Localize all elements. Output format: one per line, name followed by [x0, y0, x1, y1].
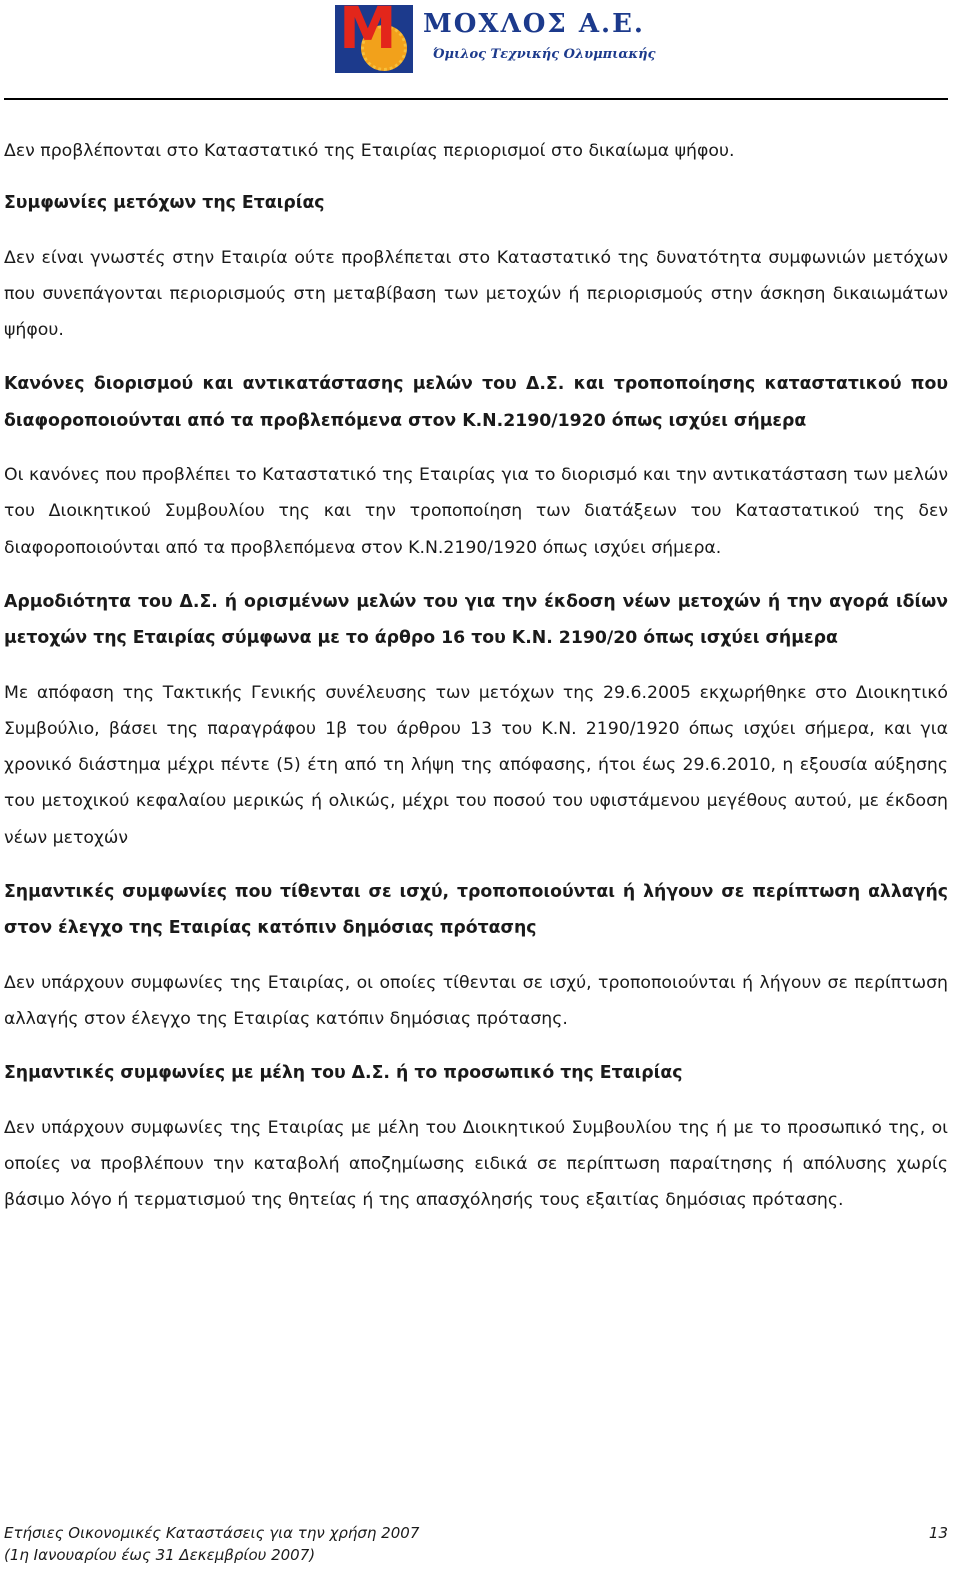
- section-heading: Σημαντικές συμφωνίες που τίθενται σε ισχύ, τροποποιούνται ή λήγουν σε περίπτωση αλλαγής στον έλεγχο της Εταιρίας κατόπιν δημόσιας πρότασης: [4, 882, 948, 939]
- logo-emblem: [335, 0, 413, 73]
- page-number: 13: [928, 1524, 948, 1542]
- section-heading: Σημαντικές συμφωνίες με μέλη του Δ.Σ. ή το προσωπικό της Εταιρίας: [4, 1063, 683, 1084]
- section-shareholder-agreements: [4, 185, 948, 348]
- section-text: Δεν είναι γνωστές στην Εταιρία ούτε προβλέπεται στο Καταστατικό της δυνατότητα συμφωνιών μετόχων που συνεπάγονται περιορισμούς στη μεταβίβαση των μετοχών ή περιορισμούς στην άσκηση δικαιωμάτων ψήφου.: [4, 247, 948, 341]
- section-text: Οι κανόνες που προβλέπει το Καταστατικό της Εταιρίας για το διορισμό και την αντικατάσταση των μελών του Διοικητικού Συμβουλίου της και την τροποποίηση των διατάξεων του Καταστατικού της δεν διαφοροποιούνται από τα προβλεπόμενα στον Κ.Ν.2190/1920 όπως ισχύει σήμερα.: [4, 465, 948, 558]
- footer-line-1: Ετήσιες Οικονομικές Καταστάσεις για την χρήση 2007: [4, 1524, 420, 1542]
- header-divider: [4, 98, 948, 100]
- company-name: ΜΟΧΛΟΣ Α.Ε.: [423, 9, 645, 39]
- footer-line-2: (1η Ιανουαρίου έως 31 Δεκεμβρίου 2007): [4, 1546, 316, 1564]
- page-header: [0, 0, 960, 100]
- section-heading: Αρμοδιότητα του Δ.Σ. ή ορισμένων μελών του για την έκδοση νέων μετοχών ή την αγορά ιδίων μετοχών της Εταιρίας σύμφωνα με το άρθρο 16 του Κ.Ν. 2190/20 όπως ισχύει σήμερα: [4, 591, 948, 649]
- section-change-of-control: [4, 874, 948, 1037]
- intro-paragraph: Δεν προβλέπονται στο Καταστατικό της Εταιρίας περιορισμοί στο δικαίωμα ψήφου.: [4, 141, 735, 161]
- section-board-staff-agreements: [4, 1055, 948, 1218]
- logo-letter: M: [339, 0, 397, 62]
- section-board-share-issuance: [4, 584, 948, 856]
- section-heading: Κανόνες διορισμού και αντικατάστασης μελών του Δ.Σ. και τροποποίησης καταστατικού που διαφοροποιούνται από τα προβλεπόμενα στον Κ.Ν.2190/1920 όπως ισχύει σήμερα: [4, 374, 948, 431]
- section-text: Δεν υπάρχουν συμφωνίες της Εταιρίας με μέλη του Διοικητικού Συμβουλίου της ή με το προσωπικό της, οι οποίες να προβλέπουν την καταβολή αποζημίωσης ειδικά σε περίπτωση παραίτησης ή απόλυσης χωρίς βάσιμο λόγο ή τερματισμού της θητείας ή της απασχόλησής τους εξαιτίας δημόσιας πρότασης.: [4, 1117, 948, 1211]
- footer-title: [4, 1522, 419, 1566]
- section-text: Δεν υπάρχουν συμφωνίες της Εταιρίας, οι οποίες τίθενται σε ισχύ, τροποποιούνται ή λήγουν σε περίπτωση αλλαγής στον έλεγχο της Εταιρίας κατόπιν δημόσιας πρότασης.: [4, 972, 948, 1029]
- company-subtitle: Όμιλος Τεχνικής Ολυμπιακής: [433, 47, 656, 62]
- section-board-appointment-rules: [4, 366, 948, 565]
- document-body: [4, 133, 948, 1236]
- page-footer: [4, 1522, 948, 1572]
- section-text: Με απόφαση της Τακτικής Γενικής συνέλευσης των μετόχων της 29.6.2005 εκχωρήθηκε στο Διοικητικό Συμβούλιο, βάσει της παραγράφου 1β του άρθρου 13 του Κ.Ν. 2190/1920 όπως ισχύει σήμερα, και για χρονικό διάστημα μέχρι πέντε (5) έτη από τη λήψη της απόφασης, ήτοι έως 29.6.2010, η εξουσία αύξησης του μετοχικού κεφαλαίου μερικώς ή ολικώς, μέχρι του ποσού του υφιστάμενου μεγέθους αυτού, με έκδοση νέων μετοχών: [4, 682, 948, 848]
- section-heading: Συμφωνίες μετόχων της Εταιρίας: [4, 193, 325, 214]
- company-logo: [335, 0, 656, 75]
